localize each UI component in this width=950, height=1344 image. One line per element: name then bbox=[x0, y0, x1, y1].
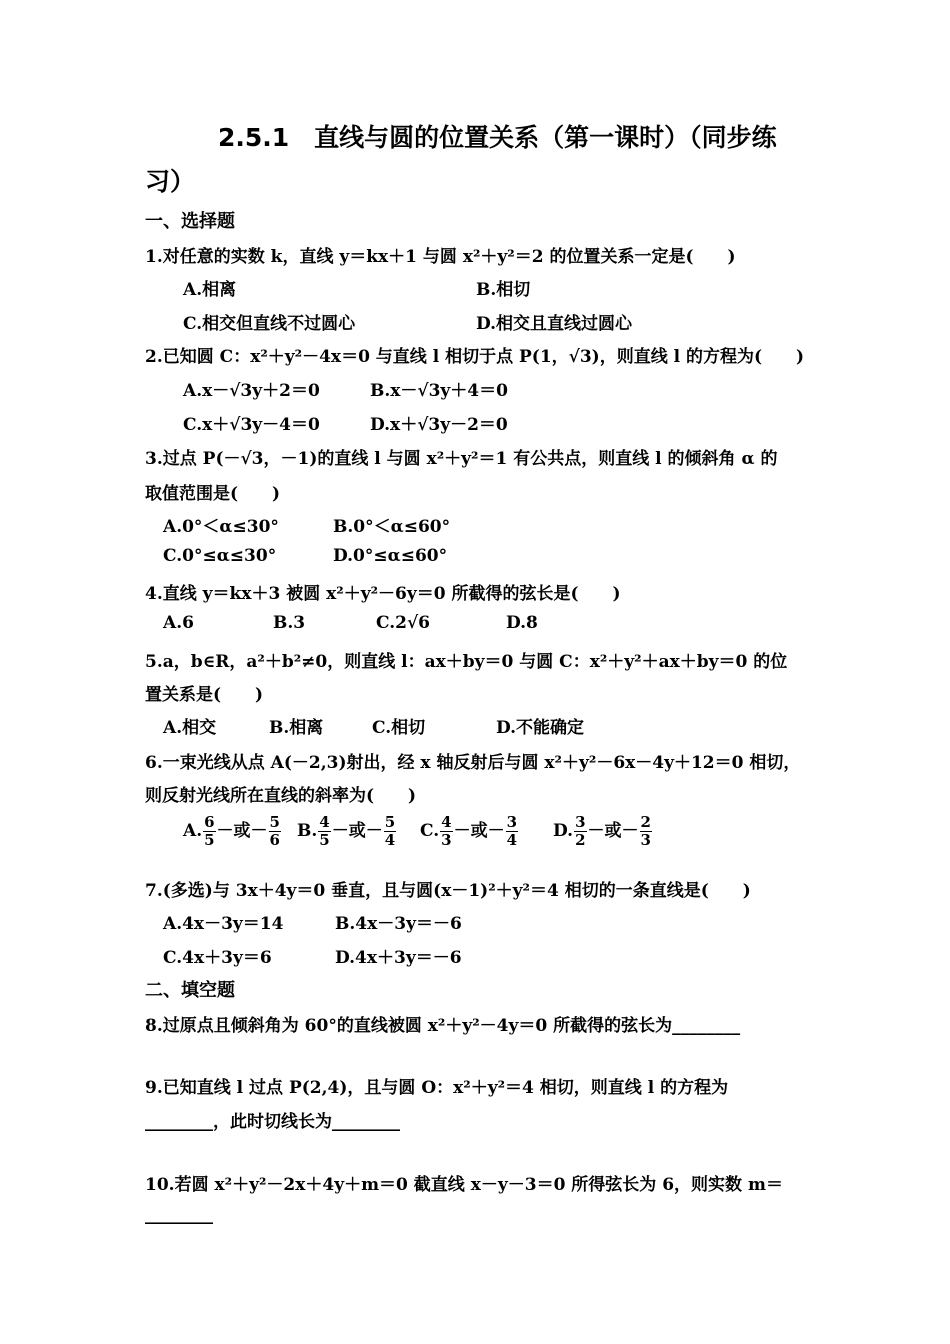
q3-option-a: A.0°＜α≤30° bbox=[163, 517, 279, 537]
q5-option-d: D.不能确定 bbox=[496, 718, 585, 738]
question-9-stem-line-1: 9.已知直线 l 过点 P(2,4)，且与圆 O：x²＋y²＝4 相切，则直线 l 的方程为 bbox=[145, 1078, 729, 1098]
q4-option-a: A.6 bbox=[163, 613, 194, 633]
q6-option-d-label: D. bbox=[553, 821, 574, 841]
fraction: $\frac{5}{6}$ bbox=[269, 813, 280, 849]
q5-option-a: A.相交 bbox=[163, 718, 217, 738]
fraction: $\frac{3}{4}$ bbox=[506, 813, 518, 849]
q7-option-d: D.4x＋3y＝－6 bbox=[335, 948, 462, 968]
q2-option-c: C.x＋√3y－4＝0 bbox=[183, 415, 320, 435]
question-10-stem-line-1: 10.若圆 x²＋y²－2x＋4y＋m＝0 截直线 x－y－3＝0 所得弦长为 6，则实数 m＝ bbox=[145, 1175, 783, 1195]
question-3-stem-line-2: 取值范围是( ) bbox=[145, 484, 281, 504]
q2-option-a: A.x－√3y＋2＝0 bbox=[183, 381, 320, 401]
q4-option-d: D.8 bbox=[506, 613, 538, 633]
fraction: $\frac{2}{3}$ bbox=[640, 813, 651, 849]
q2-option-d: D.x＋√3y－2＝0 bbox=[370, 415, 508, 435]
q5-option-c: C.相切 bbox=[372, 718, 426, 738]
question-2-stem: 2.已知圆 C：x²＋y²－4x＝0 与直线 l 相切于点 P(1，√3)，则直线 l 的方程为( ) bbox=[145, 347, 805, 367]
question-5-stem-line-2: 置关系是( ) bbox=[145, 685, 264, 705]
q1-option-c: C.相交但直线不过圆心 bbox=[183, 314, 356, 334]
q7-option-b: B.4x－3y＝－6 bbox=[335, 914, 462, 934]
fraction: $\frac{6}{5}$ bbox=[204, 813, 215, 849]
fraction: $\frac{4}{5}$ bbox=[319, 813, 330, 849]
q6-option-d: D. $\frac{3}{2}$ －或－ $\frac{2}{3}$ bbox=[553, 813, 651, 849]
question-4-stem: 4.直线 y＝kx＋3 被圆 x²＋y²－6y＝0 所截得的弦长是( ) bbox=[145, 584, 621, 604]
question-1-stem: 1.对任意的实数 k，直线 y＝kx＋1 与圆 x²＋y²＝2 的位置关系一定是( ) bbox=[145, 247, 736, 267]
q6-option-a-label: A. bbox=[183, 821, 203, 841]
q3-option-b: B.0°＜α≤60° bbox=[333, 517, 451, 537]
q1-option-a: A.相离 bbox=[183, 280, 237, 300]
q3-option-c: C.0°≤α≤30° bbox=[163, 546, 277, 566]
fraction: $\frac{4}{3}$ bbox=[441, 813, 452, 849]
title-line-1: 2.5.1 直线与圆的位置关系（第一课时）（同步练 bbox=[218, 123, 777, 152]
fraction: $\frac{5}{4}$ bbox=[384, 813, 396, 849]
question-3-stem-line-1: 3.过点 P(－√3，－1)的直线 l 与圆 x²＋y²＝1 有公共点，则直线 l 的倾斜角 α 的 bbox=[145, 449, 778, 469]
q4-option-b: B.3 bbox=[273, 613, 306, 633]
q7-option-a: A.4x－3y＝14 bbox=[163, 914, 284, 934]
question-6-stem-line-1: 6.一束光线从点 A(－2,3)射出，经 x 轴反射后与圆 x²＋y²－6x－4y＋12＝0 相切， bbox=[145, 753, 801, 773]
question-7-stem: 7.(多选)与 3x＋4y＝0 垂直，且与圆(x－1)²＋y²＝4 相切的一条直线是( ) bbox=[145, 881, 751, 901]
q1-option-d: D.相交且直线过圆心 bbox=[476, 314, 633, 334]
question-8-stem: 8.过原点且倾斜角为 60°的直线被圆 x²＋y²－4y＝0 所截得的弦长为________ bbox=[145, 1016, 741, 1036]
section-heading-fill: 二、填空题 bbox=[145, 980, 235, 1001]
q6-option-a: A. $\frac{6}{5}$ －或－ $\frac{5}{6}$ bbox=[183, 813, 280, 849]
q6-option-b: B. $\frac{4}{5}$ －或－ $\frac{5}{4}$ bbox=[297, 813, 396, 849]
q6-option-b-label: B. bbox=[297, 821, 318, 841]
question-10-stem-line-2: ________ bbox=[145, 1205, 213, 1225]
section-heading-choice: 一、选择题 bbox=[145, 211, 235, 232]
question-5-stem-line-1: 5.a，b∈R，a²＋b²≠0，则直线 l：ax＋by＝0 与圆 C：x²＋y²＋ax＋by＝0 的位 bbox=[145, 652, 788, 672]
q6-option-c: C. $\frac{4}{3}$ －或－ $\frac{3}{4}$ bbox=[420, 813, 518, 849]
title-line-2: 习） bbox=[145, 167, 196, 196]
q7-option-c: C.4x＋3y＝6 bbox=[163, 948, 272, 968]
q1-option-b: B.相切 bbox=[476, 280, 531, 300]
q2-option-b: B.x－√3y＋4＝0 bbox=[370, 381, 508, 401]
q4-option-c: C.2√6 bbox=[376, 613, 430, 633]
question-9-stem-line-2: ________，此时切线长为________ bbox=[145, 1112, 400, 1132]
q5-option-b: B.相离 bbox=[269, 718, 324, 738]
q3-option-d: D.0°≤α≤60° bbox=[333, 546, 448, 566]
question-6-stem-line-2: 则反射光线所在直线的斜率为( ) bbox=[145, 786, 417, 806]
q6-option-c-label: C. bbox=[420, 821, 440, 841]
fraction: $\frac{3}{2}$ bbox=[575, 813, 586, 849]
